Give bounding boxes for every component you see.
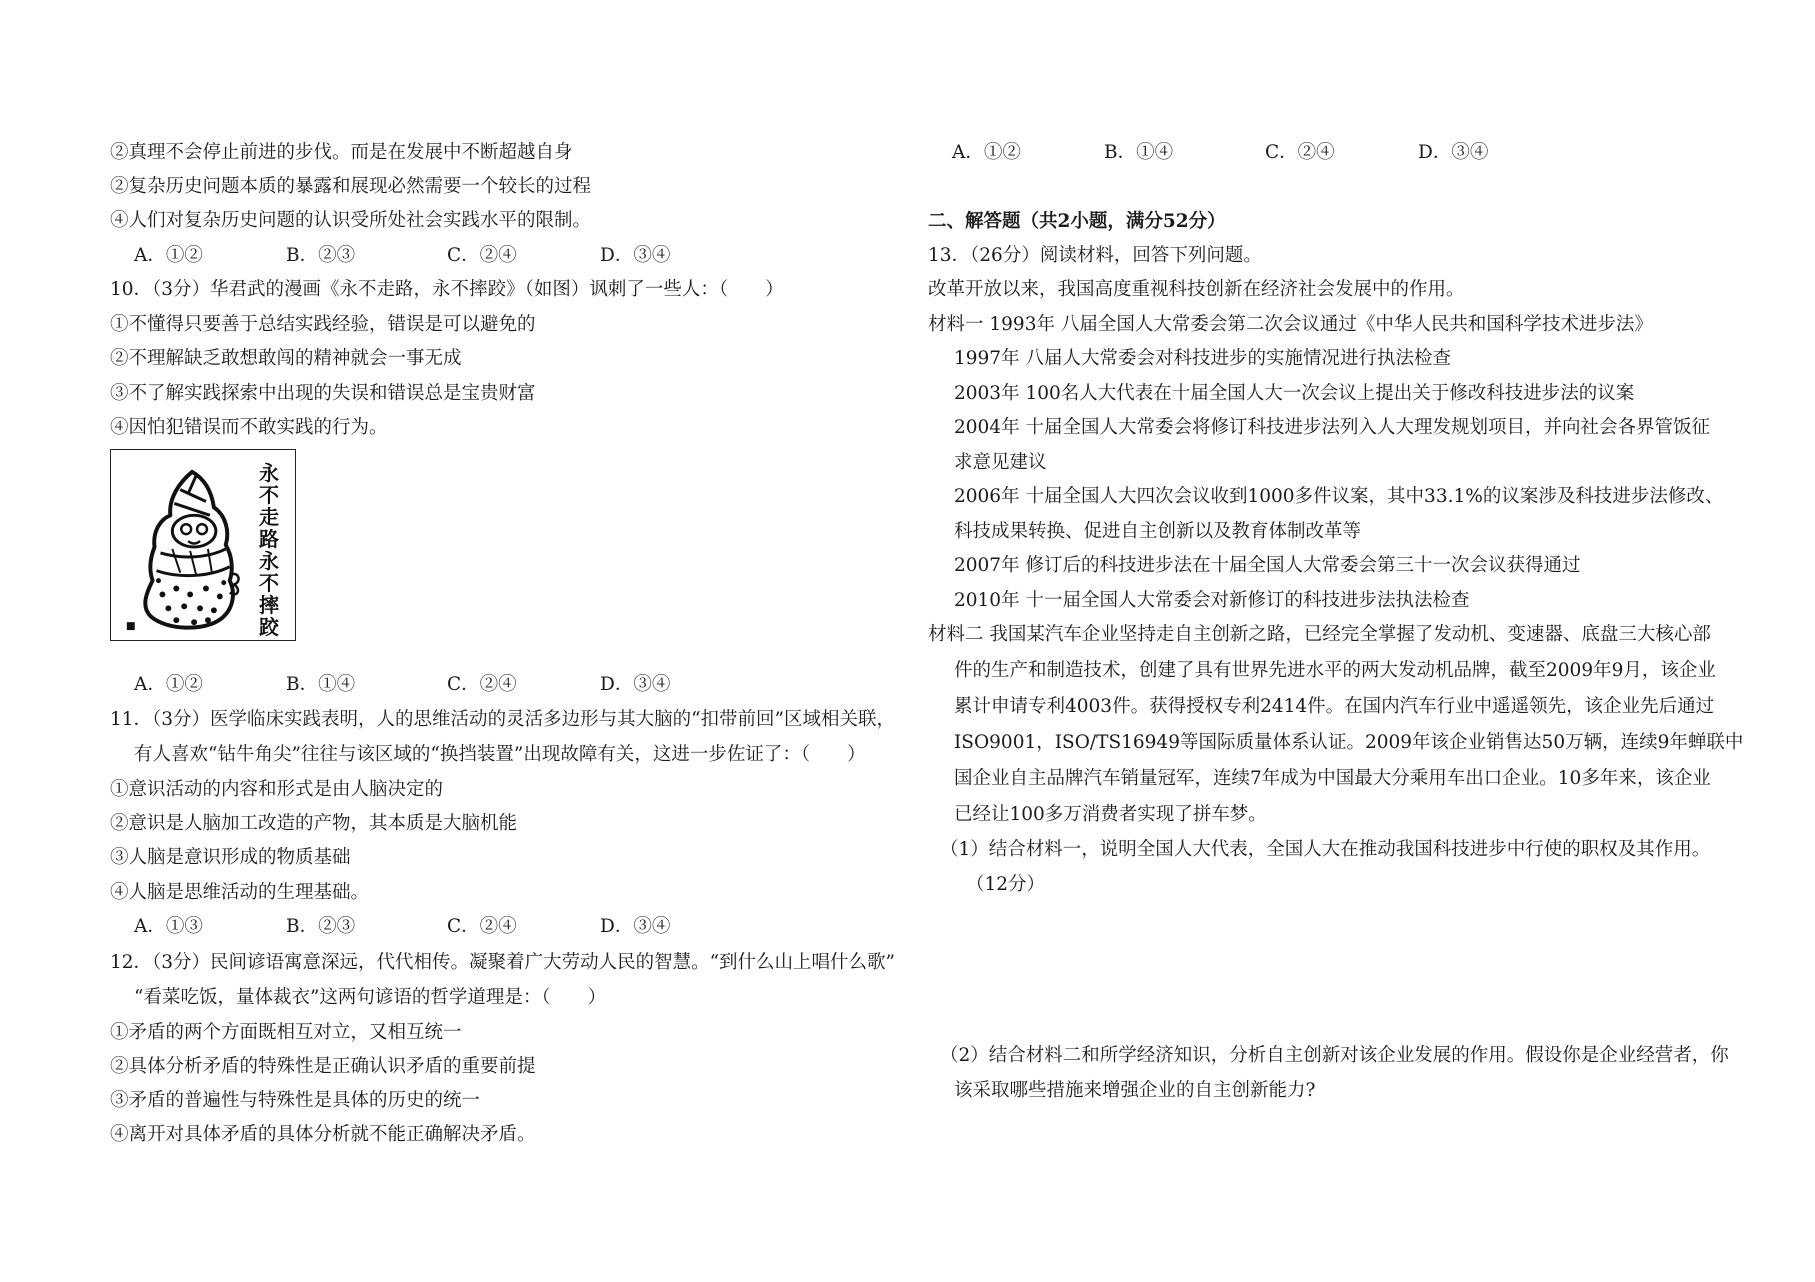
q9-option-a: A．①②	[134, 245, 203, 266]
material1-line-2: 1997年 八届人大常委会对科技进步的实施情况进行执法检查	[954, 348, 1451, 369]
q10-item-2: ②不理解缺乏敢想敢闯的精神就会一事无成	[110, 348, 462, 369]
q9-option-d: D．③④	[600, 245, 671, 266]
q11-option-c: C．②④	[447, 916, 517, 937]
q12-stem-line-1: 12．（3分）民间谚语寓意深远，代代相传。凝聚着广大劳动人民的智慧。“到什么山上唱什么歌”	[110, 952, 895, 973]
material2-line-6: 已经让100多万消费者实现了拼车梦。	[954, 804, 1267, 825]
q12-item-1: ①矛盾的两个方面既相互对立，又相互统一	[110, 1022, 462, 1043]
sub-question-1-line-2: （12分）	[966, 874, 1046, 895]
q10-option-a: A．①②	[134, 674, 203, 695]
q11-options	[134, 915, 834, 939]
q11-option-a: A．①③	[134, 916, 203, 937]
material1-line-5: 求意见建议	[954, 452, 1047, 473]
q12-option-c: C．②④	[1265, 142, 1335, 163]
q11-item-1: ①意识活动的内容和形式是由人脑决定的	[110, 779, 444, 800]
q9-option-c: C．②④	[447, 245, 517, 266]
q11-item-3: ③人脑是意识形成的物质基础	[110, 847, 351, 868]
q12-option-a: A．①②	[952, 142, 1021, 163]
section-title: 二、解答题（共2小题，满分52分）	[928, 211, 1226, 232]
q11-stem-line-1: 11．（3分）医学临床实践表明，人的思维活动的灵活多边形与其大脑的“扣带前回”区域相关联，	[110, 709, 895, 730]
q10-item-4: ④因怕犯错误而不敢实践的行为。	[110, 417, 388, 438]
q10-item-3: ③不了解实践探索中出现的失误和错误总是宝贵财富	[110, 383, 536, 404]
sub-question-2-line-1: （2）结合材料二和所学经济知识，分析自主创新对该企业发展的作用。假设你是企业经营者，你	[940, 1045, 1729, 1066]
q9-item-1: ②真理不会停止前进的步伐。而是在发展中不断超越自身	[110, 142, 573, 163]
material1-line-8: 2007年 修订后的科技进步法在十届全国人大常委会第三十一次会议获得通过	[954, 555, 1581, 576]
material1-line-7: 科技成果转换、促进自主创新以及教育体制改革等	[954, 521, 1362, 542]
q11-option-d: D．③④	[600, 916, 671, 937]
q12-stem-line-2: “看菜吃饭，量体裁衣”这两句谚语的哲学道理是：（ ）	[134, 987, 607, 1008]
q11-option-b: B．②③	[286, 916, 356, 937]
cartoon-image	[110, 449, 296, 641]
cartoon-caption: 永不走路 永不摔跤	[259, 461, 279, 639]
q9-item-3: ④人们对复杂历史问题的认识受所处社会实践水平的限制。	[110, 210, 592, 231]
q10-options	[134, 673, 834, 697]
q11-item-2: ②意识是人脑加工改造的产物，其本质是大脑机能	[110, 813, 518, 834]
material2-line-2: 件的生产和制造技术，创建了具有世界先进水平的两大发动机品牌，截至2009年9月，该企业	[954, 660, 1716, 681]
material1-line-1: 材料一 1993年 八届全国人大常委会第二次会议通过《中华人民共和国科学技术进步法》	[928, 314, 1653, 335]
material1-line-9: 2010年 十一届全国人大常委会对新修订的科技进步法执法检查	[954, 590, 1470, 611]
material1-line-4: 2004年 十届全国人大常委会将修订科技进步法列入人大理发规划项目，并向社会各界管饭征	[954, 417, 1710, 438]
q10-option-b: B．①④	[286, 674, 356, 695]
material2-line-4: ISO9001，ISO/TS16949等国际质量体系认证。2009年该企业销售达50万辆，连续9年蝉联中	[954, 732, 1744, 753]
q12-option-d: D．③④	[1418, 142, 1489, 163]
material2-line-3: 累计申请专利4003件。获得授权专利2414件。在国内汽车行业中遥遥领先，该企业先后通过	[954, 696, 1715, 717]
q12-item-2: ②具体分析矛盾的特殊性是正确认识矛盾的重要前提	[110, 1056, 536, 1077]
q12-option-b: B．①④	[1104, 142, 1174, 163]
q12-item-4: ④离开对具体矛盾的具体分析就不能正确解决矛盾。	[110, 1124, 536, 1145]
material1-line-3: 2003年 100名人大代表在十届全国人大一次会议上提出关于修改科技进步法的议案	[954, 383, 1635, 404]
material2-line-1: 材料二 我国某汽车企业坚持走自主创新之路，已经完全掌握了发动机、变速器、底盘三大核心部	[928, 624, 1711, 645]
q10-option-d: D．③④	[600, 674, 671, 695]
material2-line-5: 国企业自主品牌汽车销量冠军，连续7年成为中国最大分乘用车出口企业。10多年来，该企业	[954, 768, 1711, 789]
sub-question-2-line-2: 该采取哪些措施来增强企业的自主创新能力?	[954, 1080, 1316, 1101]
material1-line-6: 2006年 十届全国人大四次会议收到1000多件议案，其中33.1%的议案涉及科技进步法修改、	[954, 486, 1724, 507]
q9-item-2: ②复杂历史问题本质的暴露和展现必然需要一个较长的过程	[110, 176, 592, 197]
q9-option-b: B．②③	[286, 245, 356, 266]
sub-question-1-line-1: （1）结合材料一，说明全国人大代表，全国人大在推动我国科技进步中行使的职权及其作用。	[940, 839, 1711, 860]
q10-option-c: C．②④	[447, 674, 517, 695]
q11-item-4: ④人脑是思维活动的生理基础。	[110, 882, 370, 903]
q12-options	[952, 141, 1652, 165]
q9-options	[134, 244, 834, 268]
q11-stem-line-2: 有人喜欢“钻牛角尖”往往与该区域的“换挡装置”出现故障有关，这进一步佐证了：（ ）	[134, 744, 866, 765]
q13-stem: 13．（26分）阅读材料，回答下列问题。	[928, 245, 1262, 266]
q10-item-1: ①不懂得只要善于总结实践经验，错误是可以避免的	[110, 314, 536, 335]
q12-item-3: ③矛盾的普遍性与特殊性是具体的历史的统一	[110, 1090, 481, 1111]
q13-intro: 改革开放以来，我国高度重视科技创新在经济社会发展中的作用。	[928, 279, 1465, 300]
q10-stem: 10．（3分）华君武的漫画《永不走路，永不摔跤》（如图）讽刺了一些人：（ ）	[110, 279, 784, 300]
